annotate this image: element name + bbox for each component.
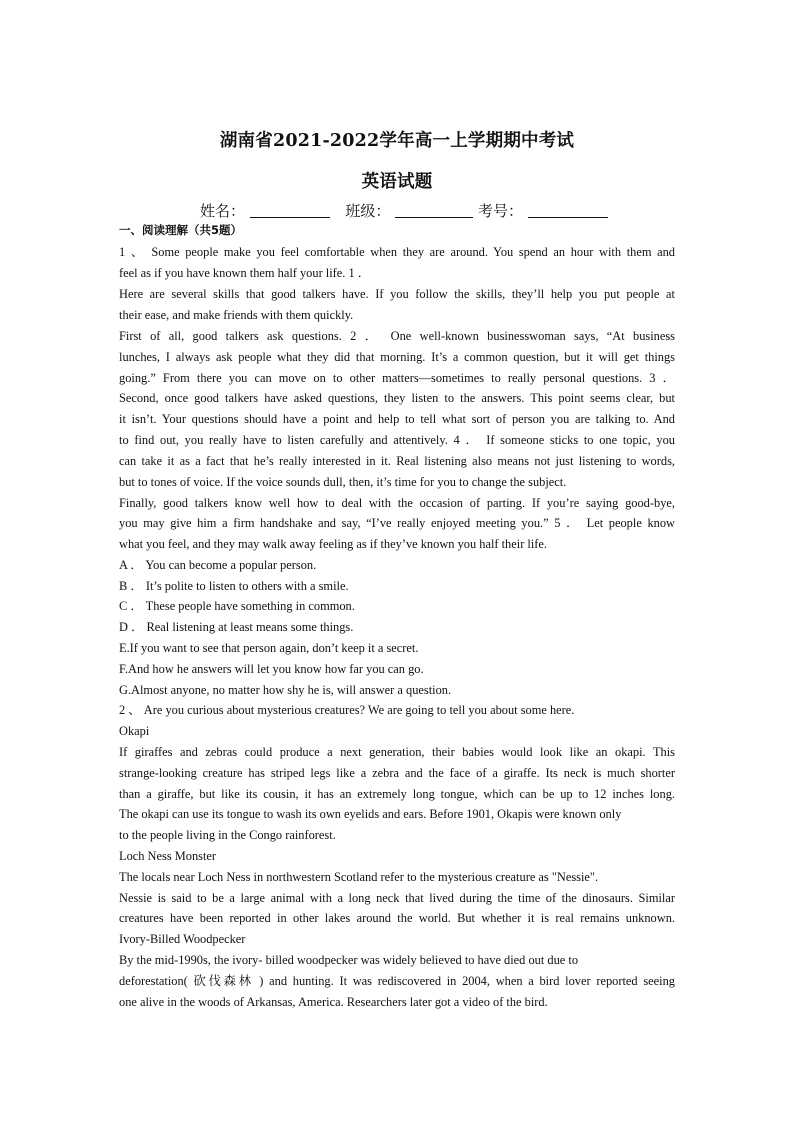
exam-no-blank[interactable] <box>528 202 608 218</box>
option-line: C ． These people have something in common. <box>119 599 355 613</box>
text-line: lunches, I always ask people what they did that morning. It’s a common question, but it will get things <box>119 350 675 364</box>
exam-no-label: 考号： <box>477 202 523 220</box>
text-line: feel as if you have known them half your life. 1 ． <box>119 266 371 280</box>
text-line: going.” From there you can move on to other matters—sometimes to really personal questions. 3 ． <box>119 371 675 385</box>
option-line: E.If you want to see that person again, don’t keep it a secret. <box>119 641 419 655</box>
text-line: The okapi can use its tongue to wash its own eyelids and ears. Before 1901, Okapis were known only <box>119 807 622 821</box>
text-line: If giraffes and zebras could produce a next generation, their babies would look like an okapi. This <box>119 745 675 759</box>
text-line: creatures have been reported in other lakes around the world. But whether it is real remains unknown. <box>119 911 675 925</box>
exam-title: 湖南省2021-2022学年高一上学期期中考试 <box>219 131 575 151</box>
text-line: deforestation( 砍伐森林 ) and hunting. It was rediscovered in 2004, when a bird lover reported seeing <box>119 974 675 988</box>
text-line: it isn’t. Your questions should have a point and help to tell what sort of person you are talking to. And <box>119 412 675 426</box>
text-line: you may give him a firm handshake and say, “I’ve really enjoyed meeting you.” 5 ． Let people know <box>119 516 675 530</box>
text-line: can take it as a fact that he’s really interested in it. Real listening also means not just listening to words, <box>119 454 675 468</box>
text-line: Ivory-Billed Woodpecker <box>119 932 246 946</box>
text-line: Here are several skills that good talkers have. If you follow the skills, they’ll help you put people at <box>119 287 675 301</box>
text-line: Second, once good talkers have asked questions, they listen to the answers. This point seems clear, but <box>119 391 675 405</box>
text-line: First of all, good talkers ask questions. 2 ． One well-known businesswoman says, “At business <box>119 329 675 343</box>
text-line: what you feel, and they may walk away feeling as if they’ve known you half their life. <box>119 537 548 551</box>
text-line: one alive in the woods of Arkansas, America. Researchers later got a video of the bird. <box>119 995 548 1009</box>
text-line: Loch Ness Monster <box>119 849 217 863</box>
option-line: D ． Real listening at least means some things. <box>119 620 354 634</box>
class-label: 班级： <box>345 202 391 220</box>
option-line: F.And how he answers will let you know how far you can go. <box>119 662 424 676</box>
text-line: The locals near Loch Ness in northwestern Scotland refer to the mysterious creature as "Nessie". <box>119 870 599 884</box>
text-line: Nessie is said to be a large animal with a long neck that lived during the time of the dinosaurs. Similar <box>119 891 675 905</box>
section-heading: 一、阅读理解（共5题） <box>119 223 243 237</box>
subject-title: 英语试题 <box>361 172 433 192</box>
text-line: strange-looking creature has striped legs like a zebra and the face of a giraffe. Its neck is much shorter <box>119 766 675 780</box>
text-line: 1 、 Some people make you feel comfortable when they are around. You spend an hour with them and <box>119 245 675 259</box>
option-line: G.Almost anyone, no matter how shy he is, will answer a question. <box>119 683 452 697</box>
text-line: their ease, and make friends with them quickly. <box>119 308 354 322</box>
option-line: B ． It’s polite to listen to others with a smile. <box>119 579 349 593</box>
name-blank[interactable] <box>250 202 330 218</box>
option-line: A ． You can become a popular person. <box>119 558 317 572</box>
text-line: but to tones of voice. If the voice sounds dull, then, it’s time for you to change the subject. <box>119 475 567 489</box>
student-info-bar <box>200 200 608 221</box>
name-label: 姓名： <box>200 202 246 220</box>
text-line: to find out, you really have to listen carefully and attentively. 4 ． If someone sticks to one topic, you <box>119 433 675 447</box>
text-line: than a giraffe, but like its cousin, it has an extremely long tongue, which can be up to 12 inches long. <box>119 787 675 801</box>
text-line: By the mid-1990s, the ivory- billed woodpecker was widely believed to have died out due to <box>119 953 579 967</box>
class-blank[interactable] <box>395 202 473 218</box>
text-line: 2 、 Are you curious about mysterious creatures? We are going to tell you about some here. <box>119 703 575 717</box>
text-line: to the people living in the Congo rainforest. <box>119 828 336 842</box>
text-line: Okapi <box>119 724 150 738</box>
text-line: Finally, good talkers know well how to deal with the occasion of parting. If you’re saying good-bye, <box>119 496 675 510</box>
